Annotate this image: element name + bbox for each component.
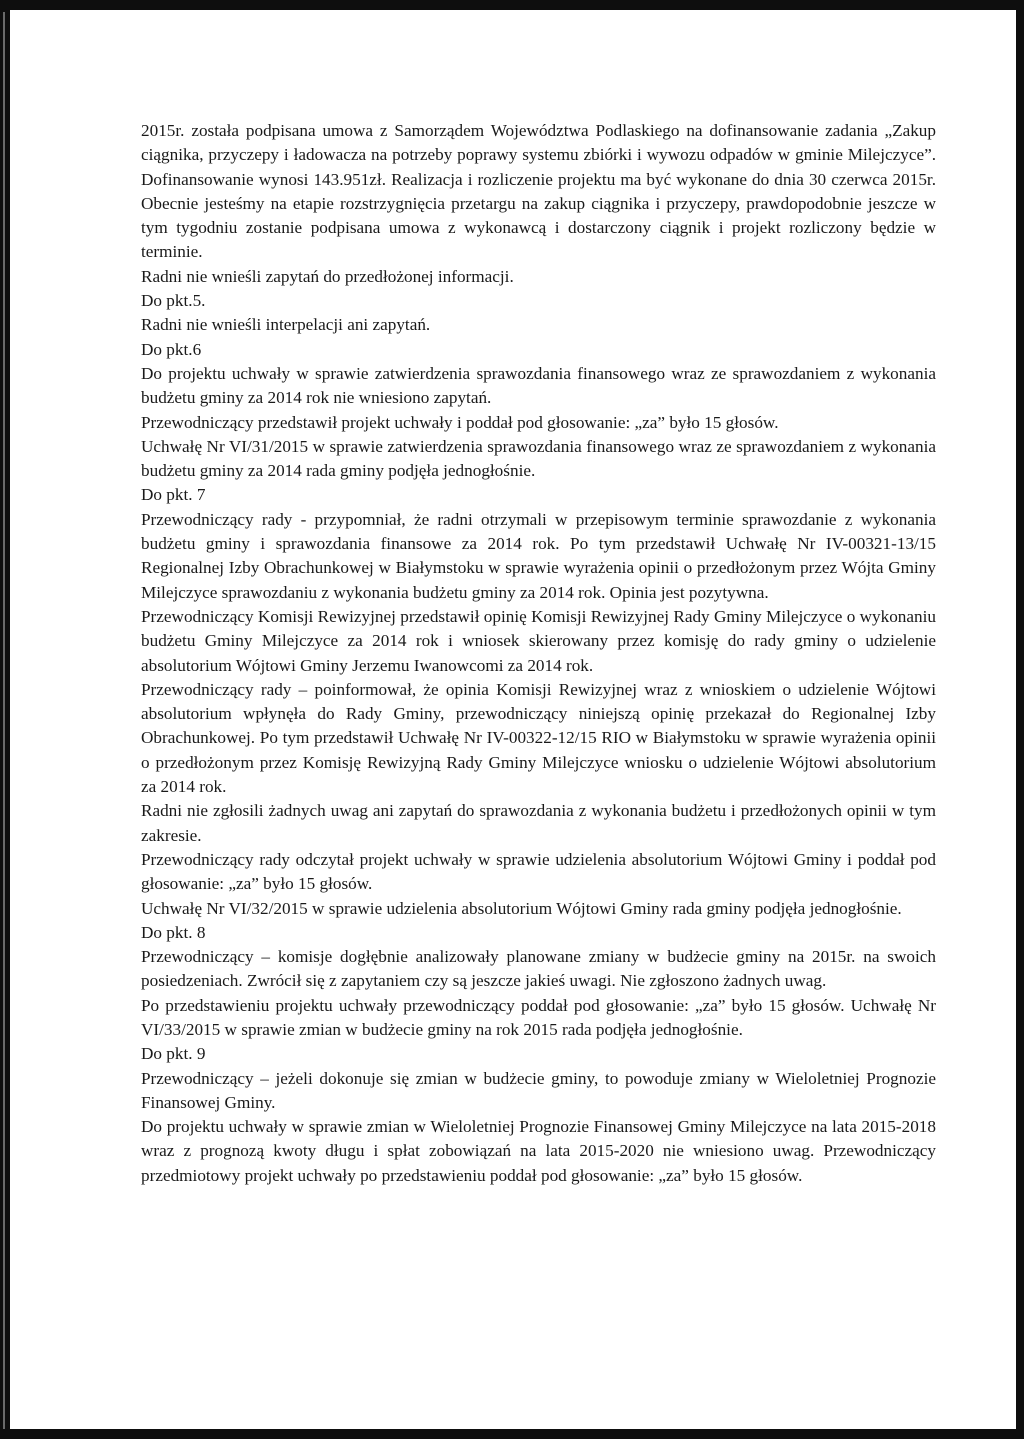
paragraph-absolutorium-draft: Przewodniczący rady odczytał projekt uchwały w sprawie udzielenia absolutorium Wójtowi Gminy i poddał pod głosowanie: „za” było 15 głosów. [141, 849, 936, 894]
paragraph-chair-informed: Przewodniczący rady – poinformował, że opinia Komisji Rewizyjnej wraz z wnioskiem o udzielenie Wójtowi absolutorium wpłynęła do Rady Gminy, przewodniczący niniejszą opinię przekazał do Regionalnej Izby Obrachunkowej. Po tym przedstawił Uchwałę Nr IV-00322-12/15 RIO w Białymstoku w sprawie wyrażenia opinii o przedłożonym przez Komisję Rewizyjną Rady Gminy Milejczyce wniosku o udzielenie Wójtowi absolutorium za 2014 rok. [141, 679, 936, 797]
agenda-point-6: Do pkt.6 [141, 339, 202, 359]
agenda-point-9: Do pkt. 9 [141, 1044, 206, 1064]
paragraph-wpf-changes: Przewodniczący – jeżeli dokonuje się zmian w budżecie gminy, to powoduje zmiany w Wieloletniej Prognozie Finansowej Gminy. [141, 1068, 936, 1112]
agenda-point-7: Do pkt. 7 [141, 485, 206, 505]
paragraph-no-questions-info: Radni nie wnieśli zapytań do przedłożonej informacji. [141, 266, 514, 286]
paragraph-wpf-resolution: Do projektu uchwały w sprawie zmian w Wieloletniej Prognozie Finansowej Gminy Milejczyce na lata 2015-2018 wraz z prognozą kwoty długu i spłat zobowiązań na lata 2015-2020 nie wniesiono uwag. Przewodniczący przedmiotowy projekt uchwały po przedstawieniu poddał pod głosowanie: „za” było 15 głosów. [141, 1117, 936, 1185]
scan-border-bottom [0, 1429, 1024, 1439]
paragraph-resolution-31: Uchwałę Nr VI/31/2015 w sprawie zatwierdzenia sprawozdania finansowego wraz ze sprawozdaniem z wykonania budżetu gminy za 2014 rada gminy podjęła jednogłośnie. [141, 436, 936, 481]
scan-border-right [1016, 0, 1024, 1439]
paragraph-resolution-32: Uchwałę Nr VI/32/2015 w sprawie udzielenia absolutorium Wójtowi Gminy rada gminy podjęła jednogłośnie. [141, 898, 902, 918]
scan-border-top [0, 0, 1024, 10]
scan-border-left [0, 0, 10, 1439]
paragraph-audit-committee: Przewodniczący Komisji Rewizyjnej przedstawił opinię Komisji Rewizyjnej Rady Gminy Milejczyce o wykonaniu budżetu Gminy Milejczyce za 2014 rok i wniosek skierowany przez komisję do rady gminy o udzielenie absolutorium Wójtowi Gminy Jerzemu Iwanowcomi za 2014 rok. [141, 606, 936, 675]
paragraph-no-interpellations: Radni nie wnieśli interpelacji ani zapytań. [141, 315, 431, 335]
paragraph-budget-changes: Przewodniczący – komisje dogłębnie analizowały planowane zmiany w budżecie gminy na 2015r. na swoich posiedzeniach. Zwrócił się z zapytaniem czy są jeszcze jakieś uwagi. Nie zgłoszono żadnych uwag. [141, 947, 936, 991]
paragraph-financial-report-draft: Do projektu uchwały w sprawie zatwierdzenia sprawozdania finansowego wraz ze sprawozdaniem z wykonania budżetu gminy za 2014 rok nie wniesiono zapytań. [141, 363, 936, 408]
paragraph-no-remarks: Radni nie zgłosili żadnych uwag ani zapytań do sprawozdania z wykonania budżetu i przedłożonych opinii w tym zakresie. [141, 801, 936, 845]
document-body [141, 119, 936, 1188]
agenda-point-8: Do pkt. 8 [141, 922, 206, 942]
paragraph-rio-opinion: Przewodniczący rady - przypomniał, że radni otrzymali w przepisowym terminie sprawozdanie z wykonania budżetu gminy i sprawozdania finansowe za 2014 rok. Po tym przedstawił Uchwałę Nr IV-00321-13/15 Regionalnej Izby Obrachunkowej w Białymstoku w sprawie wyrażenia opinii o przedłożonym przez Wójta Gminy Milejczyce sprawozdaniu z wykonania budżetu gminy za 2014 rok. Opinia jest pozytywna. [141, 509, 936, 602]
agenda-point-5: Do pkt.5. [141, 291, 206, 311]
paragraph-funding-agreement: 2015r. została podpisana umowa z Samorządem Województwa Podlaskiego na dofinansowanie zadania „Zakup ciągnika, przyczepy i ładowacza na potrzeby poprawy systemu zbiórki i wywozu odpadów w gminie Milejczyce”. Dofinansowanie wynosi 143.951zł. Realizacja i rozliczenie projektu ma być wykonane do dnia 30 czerwca 2015r. Obecnie jesteśmy na etapie rozstrzygnięcia przetargu na zakup ciągnika i przyczepy, prawdopodobnie jeszcze w tym tygodniu zostanie podpisana umowa z wykonawcą i dostarczony ciągnik i projekt rozliczony będzie w terminie. [141, 121, 936, 262]
paragraph-resolution-33: Po przedstawieniu projektu uchwały przewodniczący poddał pod głosowanie: „za” było 15 głosów. Uchwałę Nr VI/33/2015 w sprawie zmian w budżecie gminy na rok 2015 rada podjęła jednogłośnie. [141, 995, 936, 1039]
paragraph-vote-15: Przewodniczący przedstawił projekt uchwały i poddał pod głosowanie: „za” było 15 głosów. [141, 412, 779, 432]
